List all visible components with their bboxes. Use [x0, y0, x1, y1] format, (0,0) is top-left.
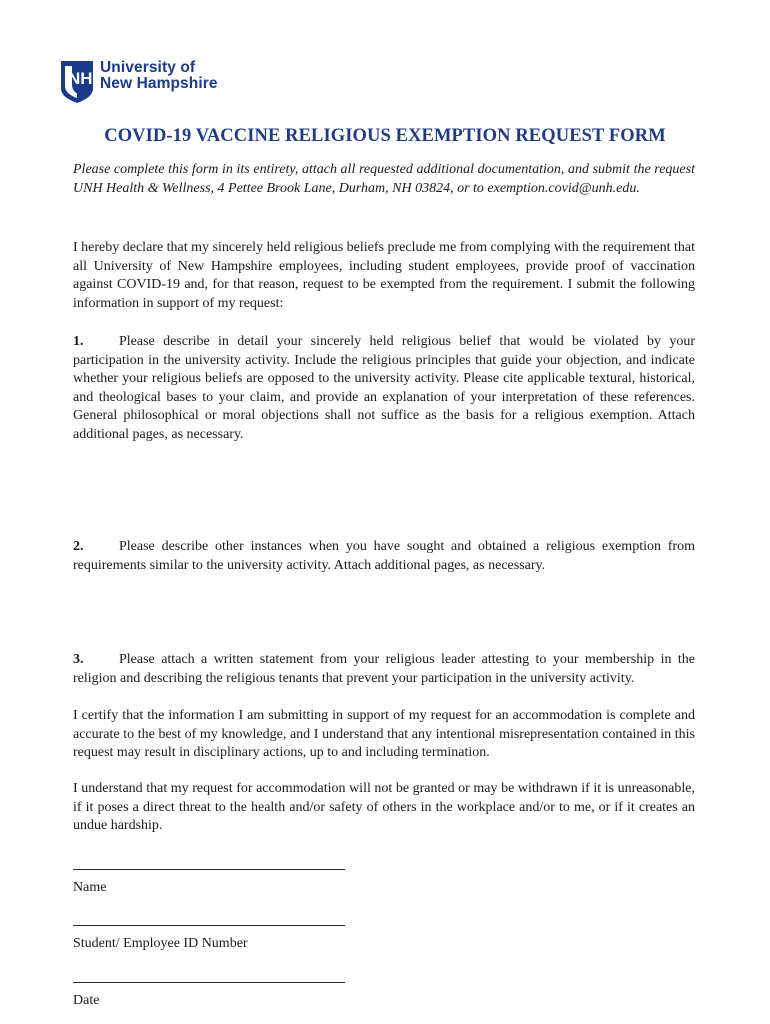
question-text: Please describe in detail your sincerely held religious belief that would be violated by your participation in the university activity. Include the religious principles that guide your objection, and indicate whether your religious beliefs are opposed to the university activity. Please cite applicable textural, historical, and theological bases to your claim, and provide an explanation of your interpretation of these references. General philosophical or moral objections shall not suffice as the basis for a religious exemption. Attach additional pages, as necessary.: [73, 334, 695, 442]
logo-line-1: University of: [100, 59, 196, 76]
question-text: Please describe other instances when you have sought and obtained a religious exemption from requirements similar to the university activity. Attach additional pages, as necessary.: [73, 539, 695, 573]
signature-label: Name: [73, 880, 107, 895]
signature-line[interactable]: [73, 982, 345, 983]
question-2: [73, 538, 695, 575]
logo-wordmark: [100, 60, 218, 92]
question-text: Please attach a written statement from your religious leader attesting to your membership in the religion and describing the religious tenants that prevent your participation in the university activity.: [73, 652, 695, 686]
unh-logo: [60, 60, 218, 104]
declaration-paragraph: I hereby declare that my sincerely held religious beliefs preclude me from complying with the requirement that all University of New Hampshire employees, including student employees, provide proof of vaccination against COVID-19 and, for that reason, request to be exempted from the requirement. I submit the following information in support of my request:: [73, 240, 696, 311]
acknowledgement-paragraph: I understand that my request for accommodation will not be granted or may be withdrawn if it is unreasonable, if it poses a direct threat to the health and/or safety of others in the workplace and/or to me, or if it creates an undue hardship.: [73, 781, 695, 834]
name-signature-field[interactable]: [73, 869, 373, 897]
id-number-field[interactable]: [73, 925, 373, 953]
form-title: COVID-19 VACCINE RELIGIOUS EXEMPTION REQUEST FORM: [104, 126, 666, 146]
question-number: 3.: [73, 652, 84, 667]
signature-label: Date: [73, 993, 100, 1008]
signature-line[interactable]: [73, 925, 345, 926]
question-1: [73, 333, 695, 445]
question-number: 2.: [73, 539, 84, 554]
question-3: [73, 651, 695, 688]
instructions-paragraph: Please complete this form in its entirety, attach all requested additional documentation, and submit the request UNH Health & Wellness, 4 Pettee Brook Lane, Durham, NH 03824, or to exemption.covid@unh.edu.: [73, 162, 695, 196]
signature-line[interactable]: [73, 869, 345, 870]
unh-shield-icon: [60, 60, 94, 104]
signature-label: Student/ Employee ID Number: [73, 936, 248, 951]
svg-text:NH: NH: [68, 69, 93, 88]
logo-line-2: New Hampshire: [100, 75, 218, 92]
date-field[interactable]: [73, 982, 373, 1010]
question-number: 1.: [73, 334, 84, 349]
certification-paragraph: I certify that the information I am submitting in support of my request for an accommodation is complete and accurate to the best of my knowledge, and I understand that any intentional misrepresentation contained in this request may result in disciplinary actions, up to and including termination.: [73, 708, 695, 761]
